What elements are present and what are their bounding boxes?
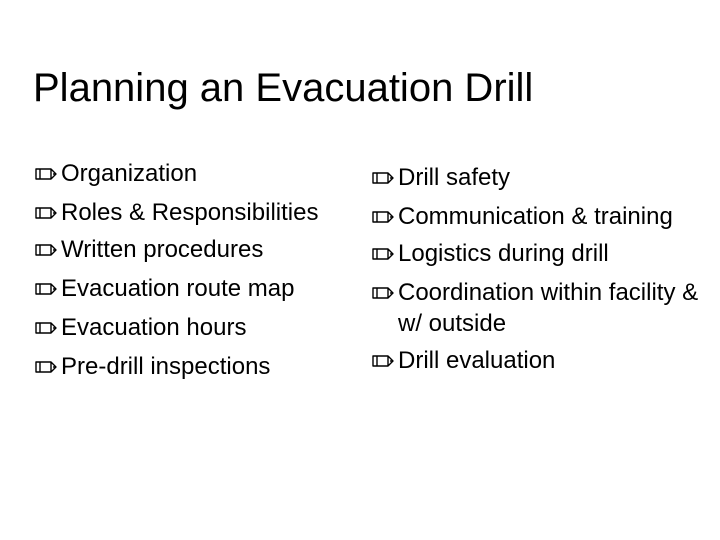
pencil-bullet-icon — [33, 351, 61, 382]
pencil-bullet-icon — [33, 312, 61, 343]
list-item — [33, 273, 353, 304]
list-item-label: Organization — [61, 160, 198, 187]
right-bullet-list — [370, 162, 710, 384]
left-bullet-list — [33, 158, 353, 390]
list-item — [33, 234, 353, 265]
pencil-bullet-icon — [370, 345, 398, 376]
list-item-label: Written procedures — [61, 236, 264, 263]
list-item-label: Coordination within facility & w/ outside — [398, 279, 699, 337]
list-item-label: Roles & Responsibilities — [61, 199, 319, 226]
pencil-bullet-icon — [370, 277, 398, 308]
list-item — [33, 158, 353, 189]
list-item — [33, 351, 353, 382]
list-item-label: Evacuation hours — [61, 314, 247, 341]
pencil-bullet-icon — [370, 162, 398, 193]
list-item — [370, 162, 710, 193]
pencil-bullet-icon — [370, 201, 398, 232]
slide-title: Planning an Evacuation Drill — [33, 66, 534, 110]
list-item — [33, 312, 353, 343]
list-item — [370, 277, 710, 339]
list-item-label: Logistics during drill — [398, 240, 609, 267]
list-item-label: Drill evaluation — [398, 347, 556, 374]
pencil-bullet-icon — [33, 234, 61, 265]
list-item-label: Communication & training — [398, 203, 673, 230]
pencil-bullet-icon — [370, 238, 398, 269]
list-item-label: Pre-drill inspections — [61, 353, 271, 380]
list-item — [370, 345, 710, 376]
pencil-bullet-icon — [33, 273, 61, 304]
list-item — [33, 197, 353, 228]
list-item — [370, 201, 710, 232]
list-item-label: Evacuation route map — [61, 275, 295, 302]
pencil-bullet-icon — [33, 158, 61, 189]
list-item-label: Drill safety — [398, 164, 511, 191]
pencil-bullet-icon — [33, 197, 61, 228]
list-item — [370, 238, 710, 269]
